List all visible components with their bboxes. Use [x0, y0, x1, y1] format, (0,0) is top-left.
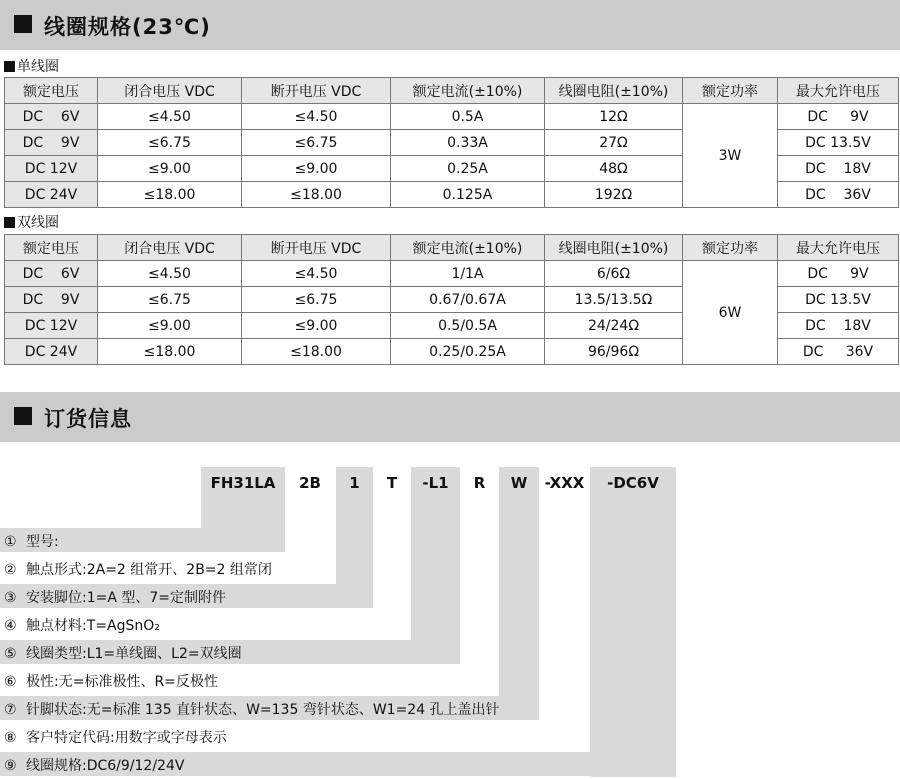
- cell: ≤4.50: [98, 104, 242, 130]
- cell: ≤6.75: [98, 130, 242, 156]
- cell: 0.25A: [391, 156, 545, 182]
- cell: ≤18.00: [242, 339, 391, 365]
- legend-line-contact-material: ④ 触点材料:T=AgSnO₂: [4, 618, 160, 634]
- double-coil-label: 双线圈: [4, 212, 59, 232]
- cell: 13.5/13.5Ω: [545, 287, 683, 313]
- cell: DC 24V: [5, 182, 98, 208]
- legend-line-pin-state: ⑦ 针脚状态:无=标准 135 直针状态、W=135 弯针状态、W1=24 孔上盖出针: [4, 702, 500, 718]
- cell: DC 9V: [778, 261, 899, 287]
- cell: ≤6.75: [242, 130, 391, 156]
- code-contact-form: 2B: [299, 474, 321, 492]
- code-coil-type: -L1: [422, 474, 449, 492]
- col-header: 断开电压 VDC: [242, 78, 391, 104]
- cell: DC 9V: [5, 287, 98, 313]
- code-column-pin-state: [499, 467, 539, 717]
- code-customer: -XXX: [544, 474, 585, 492]
- cell: 192Ω: [545, 182, 683, 208]
- cell: DC 13.5V: [778, 130, 899, 156]
- legend-line-customer: ⑧ 客户特定代码:用数字或字母表示: [4, 730, 227, 746]
- cell: DC 36V: [778, 182, 899, 208]
- code-pin-state: W: [510, 474, 528, 492]
- cell: ≤18.00: [98, 339, 242, 365]
- code-contact-material: T: [386, 474, 398, 492]
- cell: DC 36V: [778, 339, 899, 365]
- code-column-coil-spec: [590, 467, 676, 777]
- cell: 1/1A: [391, 261, 545, 287]
- cell: ≤6.75: [98, 287, 242, 313]
- cell: ≤4.50: [242, 261, 391, 287]
- code-coil-spec: -DC6V: [607, 474, 659, 492]
- col-header: 闭合电压 VDC: [98, 235, 242, 261]
- cell: ≤9.00: [242, 156, 391, 182]
- table-row: [5, 261, 899, 287]
- square-bullet-icon: [14, 15, 32, 33]
- cell: 48Ω: [545, 156, 683, 182]
- col-header: 额定电压: [5, 78, 98, 104]
- double-coil-table: [4, 234, 899, 365]
- code-model: FH31LA: [210, 474, 276, 492]
- cell: ≤9.00: [98, 313, 242, 339]
- cell: DC 9V: [778, 104, 899, 130]
- cell: 27Ω: [545, 130, 683, 156]
- col-header: 额定功率: [683, 235, 778, 261]
- cell: DC 12V: [5, 156, 98, 182]
- cell: 0.67/0.67A: [391, 287, 545, 313]
- cell: ≤9.00: [98, 156, 242, 182]
- col-header: 额定功率: [683, 78, 778, 104]
- code-mounting: 1: [349, 474, 360, 492]
- col-header: 最大允许电压: [778, 78, 899, 104]
- cell: DC 13.5V: [778, 287, 899, 313]
- code-polarity: R: [473, 474, 486, 492]
- cell: 0.125A: [391, 182, 545, 208]
- cell: ≤4.50: [242, 104, 391, 130]
- cell: DC 18V: [778, 313, 899, 339]
- cell: DC 9V: [5, 130, 98, 156]
- col-header: 闭合电压 VDC: [98, 78, 242, 104]
- cell: DC 6V: [5, 261, 98, 287]
- cell: 12Ω: [545, 104, 683, 130]
- table-header-row: [5, 78, 899, 104]
- cell: 6/6Ω: [545, 261, 683, 287]
- single-coil-table: [4, 77, 899, 208]
- cell: ≤4.50: [98, 261, 242, 287]
- legend-line-coil-type: ⑤ 线圈类型:L1=单线圈、L2=双线圈: [4, 646, 242, 662]
- ordering-title: 订货信息: [44, 407, 132, 431]
- cell: DC 18V: [778, 156, 899, 182]
- cell: ≤18.00: [242, 182, 391, 208]
- legend-line-polarity: ⑥ 极性:无=标准极性、R=反极性: [4, 674, 218, 690]
- col-header: 线圈电阻(±10%): [545, 78, 683, 104]
- cell: 0.5/0.5A: [391, 313, 545, 339]
- coil-spec-header: [0, 0, 900, 50]
- cell: DC 12V: [5, 313, 98, 339]
- cell: ≤9.00: [242, 313, 391, 339]
- legend-line-coil-spec: ⑨ 线圈规格:DC6/9/12/24V: [4, 758, 185, 774]
- legend-line-model: ① 型号:: [4, 534, 59, 550]
- square-bullet-icon: [14, 407, 32, 425]
- power-cell: 6W: [683, 261, 778, 365]
- col-header: 线圈电阻(±10%): [545, 235, 683, 261]
- table-header-row: [5, 235, 899, 261]
- table-row: [5, 104, 899, 130]
- legend-line-contact-form: ② 触点形式:2A=2 组常开、2B=2 组常闭: [4, 562, 272, 578]
- col-header: 最大允许电压: [778, 235, 899, 261]
- col-header: 断开电压 VDC: [242, 235, 391, 261]
- single-coil-label: 单线圈: [4, 56, 59, 76]
- cell: ≤6.75: [242, 287, 391, 313]
- coil-spec-title: 线圈规格(23℃): [44, 15, 211, 39]
- col-header: 额定电流(±10%): [391, 78, 545, 104]
- cell: 96/96Ω: [545, 339, 683, 365]
- cell: DC 6V: [5, 104, 98, 130]
- cell: ≤18.00: [98, 182, 242, 208]
- code-column-coil-type: [411, 467, 460, 661]
- power-cell: 3W: [683, 104, 778, 208]
- cell: 24/24Ω: [545, 313, 683, 339]
- legend-line-mounting: ③ 安装脚位:1=A 型、7=定制附件: [4, 590, 227, 606]
- cell: 0.5A: [391, 104, 545, 130]
- cell: 0.25/0.25A: [391, 339, 545, 365]
- square-bullet-icon: [4, 61, 15, 72]
- square-bullet-icon: [4, 217, 15, 228]
- cell: 0.33A: [391, 130, 545, 156]
- col-header: 额定电压: [5, 235, 98, 261]
- ordering-header: [0, 392, 900, 442]
- col-header: 额定电流(±10%): [391, 235, 545, 261]
- cell: DC 24V: [5, 339, 98, 365]
